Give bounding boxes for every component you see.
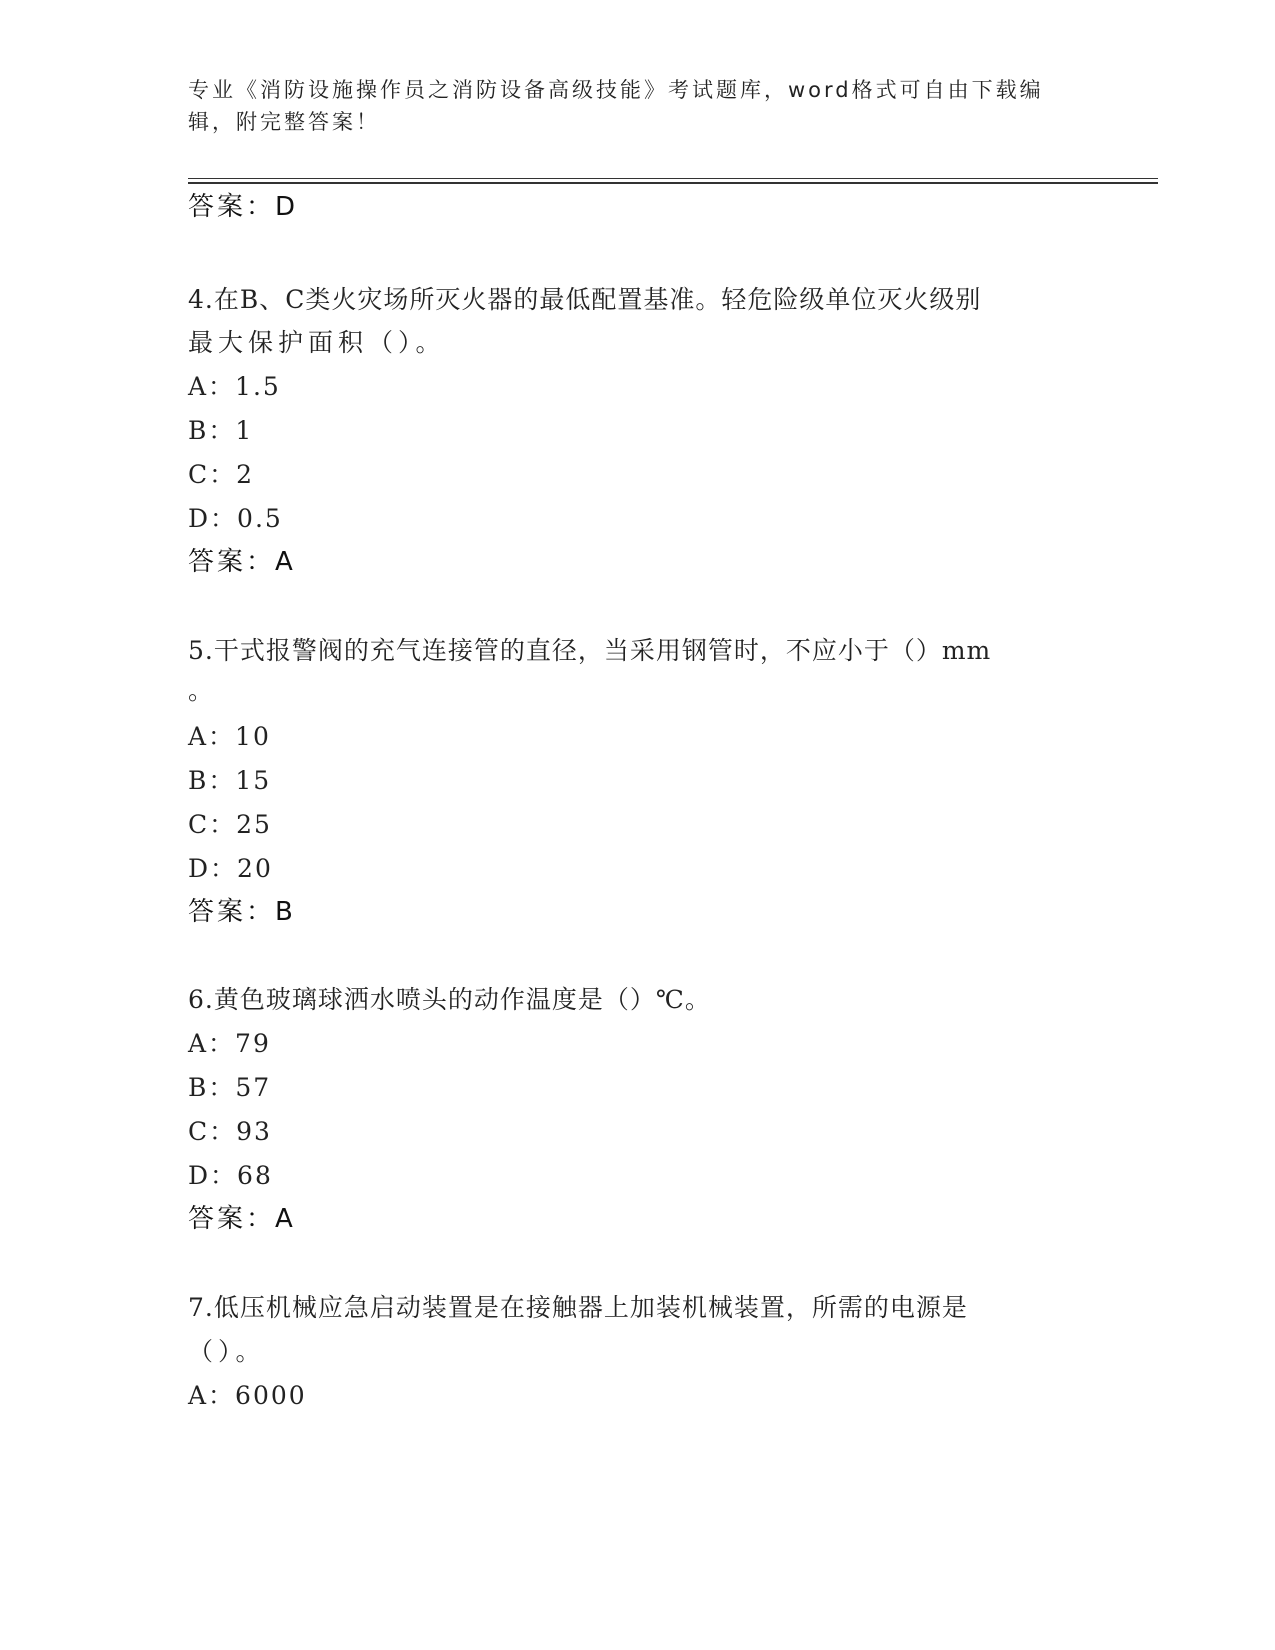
question-6-option-d: D：68: [188, 1161, 273, 1190]
question-6-text: 6.黄色玻璃球洒水喷头的动作温度是（）℃。: [188, 985, 711, 1014]
question-6-option-b: B：57: [188, 1073, 272, 1102]
question-5-text-cont: 。: [188, 676, 219, 705]
header-divider-thick: [188, 182, 1158, 184]
header-divider-thin: [188, 178, 1158, 179]
answer-q3: 答案：D: [188, 192, 299, 222]
question-4-option-a: A：1.5: [188, 372, 281, 401]
question-4-option-b: B：1: [188, 416, 254, 445]
document-header: 专业《消防设施操作员之消防设备高级技能》考试题库，word格式可自由下载编辑，附完整答案！: [188, 78, 1044, 134]
question-7-text: 7.低压机械应急启动装置是在接触器上加装机械装置，所需的电源是: [188, 1293, 968, 1322]
answer-q6: 答案：A: [188, 1204, 296, 1234]
question-6-option-a: A：79: [188, 1029, 271, 1058]
question-6-option-c: C：93: [188, 1117, 272, 1146]
question-5-text: 5.干式报警阀的充气连接管的直径，当采用钢管时，不应小于（）mm: [188, 636, 992, 665]
answer-q5: 答案：B: [188, 897, 296, 927]
question-5-option-d: D：20: [188, 854, 273, 883]
question-5-option-c: C：25: [188, 810, 272, 839]
question-7-text-cont: （）。: [188, 1337, 266, 1366]
question-4-option-c: C：2: [188, 460, 255, 489]
question-5-option-b: B：15: [188, 766, 272, 795]
question-4-text: 4.在B、C类火灾场所灭火器的最低配置基准。轻危险级单位灭火级别: [188, 285, 982, 314]
question-4-text-cont: 最大保护面积（）。: [188, 328, 446, 357]
question-5-option-a: A：10: [188, 722, 271, 751]
question-4-option-d: D：0.5: [188, 504, 283, 533]
answer-q4: 答案：A: [188, 547, 296, 577]
question-7-option-a: A：6000: [188, 1381, 307, 1410]
